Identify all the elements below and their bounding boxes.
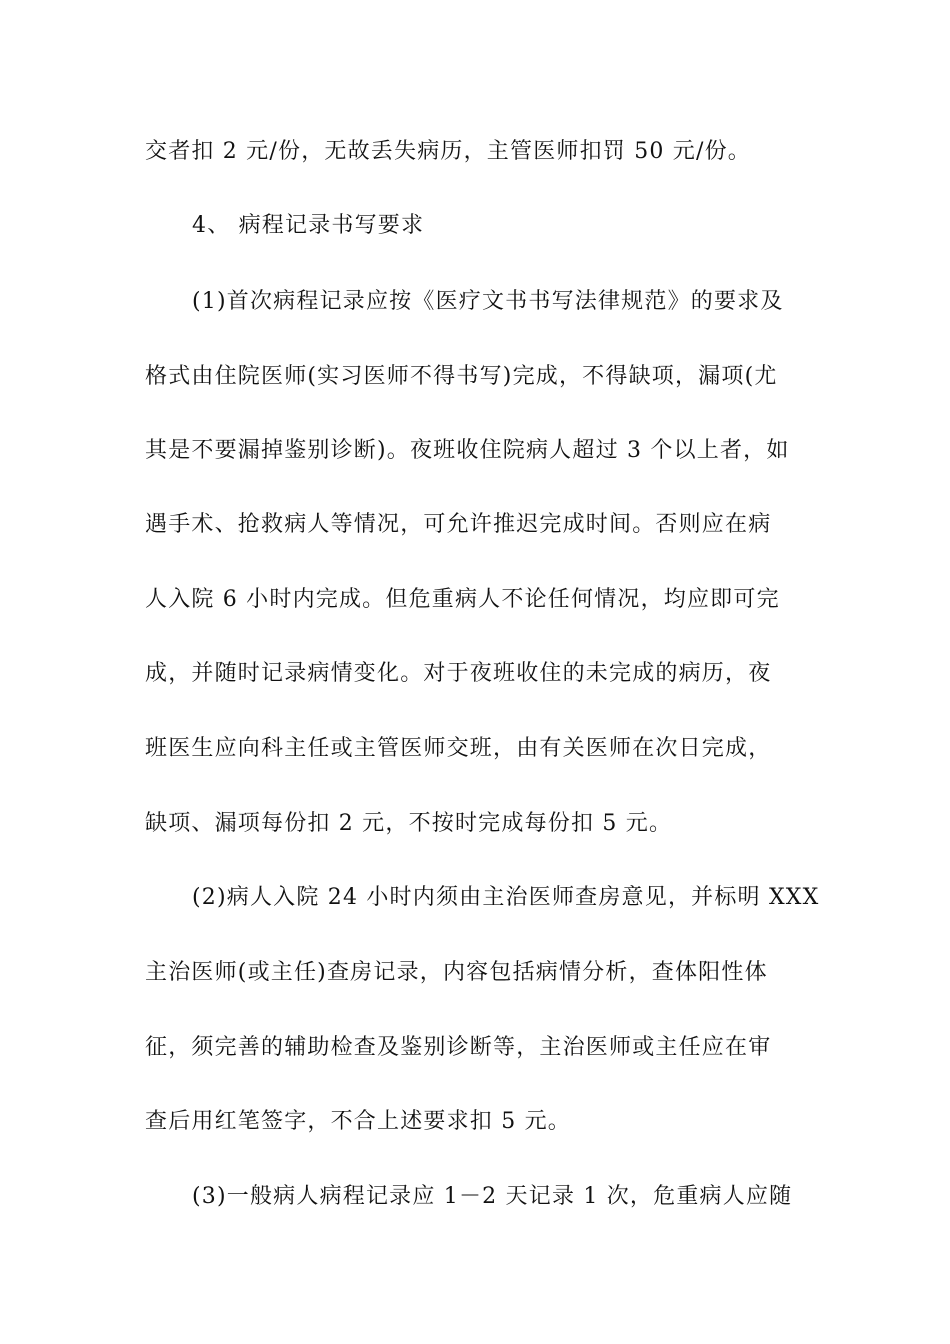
paragraph-2-line-2: 主治医师(或主任)查房记录，内容包括病情分析，查体阳性体	[145, 960, 768, 985]
paragraph-2-line-3: 征，须完善的辅助检查及鉴别诊断等，主治医师或主任应在审	[145, 1035, 772, 1060]
paragraph-2-line-1: (2)病人入院 24 小时内须由主治医师查房意见，并标明 XXX	[192, 885, 820, 910]
paragraph-3-line-1: (3)一般病人病程记录应 1－2 天记录 1 次，危重病人应随	[192, 1184, 793, 1209]
paragraph-1-line-8: 缺项、漏项每份扣 2 元，不按时完成每份扣 5 元。	[145, 811, 673, 836]
paragraph-1-line-7: 班医生应向科主任或主管医师交班，由有关医师在次日完成，	[145, 736, 772, 761]
paragraph-1-line-4: 遇手术、抢救病人等情况，可允许推迟完成时间。否则应在病	[145, 512, 772, 537]
section-heading: 4、 病程记录书写要求	[192, 213, 425, 238]
paragraph-2-line-4: 查后用红笔签字，不合上述要求扣 5 元。	[145, 1109, 571, 1134]
paragraph-1-line-3: 其是不要漏掉鉴别诊断)。夜班收住院病人超过 3 个以上者，如	[145, 438, 790, 463]
paragraph-1-line-6: 成，并随时记录病情变化。对于夜班收住的未完成的病历，夜	[145, 661, 772, 686]
text-line-1: 交者扣 2 元/份，无故丢失病历，主管医师扣罚 50 元/份。	[145, 139, 751, 164]
paragraph-1-line-1: (1)首次病程记录应按《医疗文书书写法律规范》的要求及	[192, 289, 784, 314]
paragraph-1-line-5: 人入院 6 小时内完成。但危重病人不论任何情况，均应即可完	[145, 587, 780, 612]
paragraph-1-line-2: 格式由住院医师(实习医师不得书写)完成，不得缺项，漏项(尤	[145, 364, 778, 389]
